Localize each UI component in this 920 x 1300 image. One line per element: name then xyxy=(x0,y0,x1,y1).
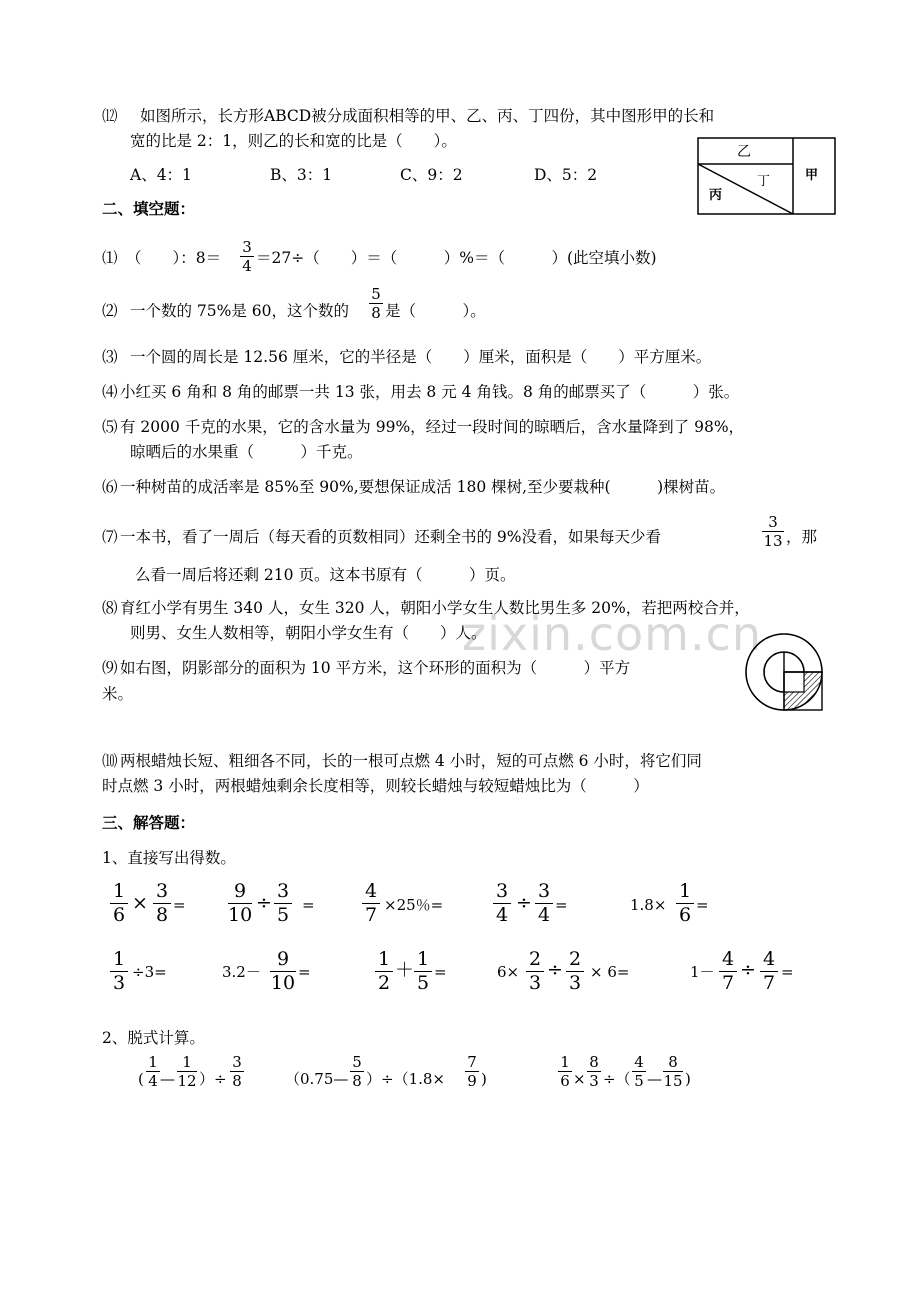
e2-a: $\frac{5}{8}$ xyxy=(350,1053,364,1090)
denominator: 4 xyxy=(242,257,252,275)
e1-m: — xyxy=(160,1070,175,1088)
f5-line1: 有 2000 千克的水果，它的含水量为 99%，经过一段时间的晾晒后，含水量降到了 98%， xyxy=(120,418,745,436)
r1c1-a: $\frac{1}{6}$ xyxy=(110,880,128,927)
r1c1-tail: = xyxy=(173,896,186,914)
r1c2-tail: = xyxy=(302,896,315,914)
e3-d: $\frac{8}{15}$ xyxy=(663,1053,683,1090)
r1c4-op: ÷ xyxy=(516,892,532,914)
e1-a: $\frac{1}{4}$ xyxy=(146,1053,160,1090)
q12-line1: 如图所示，长方形ABCD被分成面积相等的甲、乙、丙、丁四份，其中图形甲的长和 xyxy=(140,107,715,125)
r1c4-a: $\frac{3}{4}$ xyxy=(493,880,511,927)
f8-line2: 则男、女生人数相等，朝阳小学女生有（ ）人。 xyxy=(130,624,487,642)
r2c3-a: $\frac{1}{2}$ xyxy=(375,948,393,995)
r2c4-b: $\frac{2}{3}$ xyxy=(566,948,584,995)
figure-label-yi: 乙 xyxy=(737,144,751,160)
f3-number: ⑶ xyxy=(102,348,118,366)
r2c5-a: $\frac{4}{7}$ xyxy=(719,948,737,995)
f10-line1: 两根蜡烛长短、粗细各不同，长的一根可点燃 4 小时，短的可点燃 6 小时，将它们同 xyxy=(120,752,702,770)
watermark: zixin.com.cn xyxy=(462,607,763,661)
r2c2-tail: = xyxy=(298,963,311,981)
s2-title: 2、脱式计算。 xyxy=(102,1029,205,1047)
f7-number: ⑺ xyxy=(102,528,118,546)
r1c5-lead: 1.8× xyxy=(630,896,667,914)
r2c5-op: ÷ xyxy=(740,959,756,981)
f1-pre: （ ）：8＝ xyxy=(126,249,222,267)
e2-b: $\frac{7}{9}$ xyxy=(465,1053,479,1090)
figure-label-jia: 甲 xyxy=(805,168,819,183)
e3-o1: × xyxy=(573,1070,586,1088)
r2c5-lead: 1－ xyxy=(690,963,715,981)
r2c5-b: $\frac{4}{7}$ xyxy=(760,948,778,995)
f7-fraction xyxy=(762,513,784,550)
f5-line2: 晾晒后的水果重（ ）千克。 xyxy=(130,443,363,461)
f6-number: ⑹ xyxy=(102,478,118,496)
rectangle-abcd-figure xyxy=(697,137,837,217)
r2c3-b: $\frac{1}{5}$ xyxy=(414,948,432,995)
r2c4-a: $\frac{2}{3}$ xyxy=(526,948,544,995)
e1-p1: ( xyxy=(138,1070,144,1088)
f7-post: ，那 xyxy=(786,528,818,546)
f2-post: 是（ ）。 xyxy=(385,302,486,320)
f10-number: ⑽ xyxy=(102,752,118,770)
r2c5-tail: = xyxy=(781,963,794,981)
numerator: 3 xyxy=(240,238,254,257)
r1c2-b: $\frac{3}{5}$ xyxy=(274,880,292,927)
f2-pre: 一个数的 75%是 60，这个数的 xyxy=(130,302,350,320)
f10-line2: 时点燃 3 小时，两根蜡烛剩余长度相等，则较长蜡烛与较短蜡烛比为（ ） xyxy=(102,777,649,795)
r2c1-a: $\frac{1}{3}$ xyxy=(110,948,128,995)
section-3-title: 三、解答题： xyxy=(102,814,196,832)
e1-p2: ）÷ xyxy=(199,1070,227,1088)
section-2-title: 二、填空题： xyxy=(102,200,196,218)
r1c4-b: $\frac{3}{4}$ xyxy=(535,880,553,927)
q12-option-d: D、5：2 xyxy=(534,166,598,184)
f4-text: 小红买 6 角和 8 角的邮票一共 13 张，用去 8 元 4 角钱。8 角的邮票买了（ ）张。 xyxy=(120,383,740,401)
r2c1-op: ÷3= xyxy=(132,963,167,981)
r1c5-b: $\frac{1}{6}$ xyxy=(676,880,694,927)
r2c2-b: $\frac{9}{10}$ xyxy=(270,948,296,994)
f8-line1: 育红小学有男生 340 人，女生 320 人，朝阳小学女生人数比男生多 20%，若把两校合并， xyxy=(120,599,750,617)
q12-option-a: A、4：1 xyxy=(130,166,192,184)
figure-label-bing: 丙 xyxy=(709,188,723,203)
e2-p1: （0.75— xyxy=(285,1070,349,1088)
numerator: 5 xyxy=(369,285,383,304)
f1-post: ＝27÷（ ）＝（ ）%＝（ ）(此空填小数) xyxy=(256,249,657,267)
q12-option-b: B、3：1 xyxy=(270,166,333,184)
f9-line2: 米。 xyxy=(102,685,134,703)
f2-number: ⑵ xyxy=(102,302,118,320)
e3-a: $\frac{1}{6}$ xyxy=(558,1053,572,1090)
f5-number: ⑸ xyxy=(102,418,118,436)
figure-label-ding: 丁 xyxy=(757,174,771,189)
e2-p3: ) xyxy=(481,1070,487,1088)
e2-p2: ）÷（1.8× xyxy=(366,1070,445,1088)
f2-fraction xyxy=(369,285,383,322)
f8-number: ⑻ xyxy=(102,599,118,617)
e3-p3: ) xyxy=(685,1070,691,1088)
r2c4-tail: × 6= xyxy=(590,963,630,981)
e3-m: — xyxy=(647,1070,662,1088)
r1c5-tail: = xyxy=(696,896,709,914)
r2c3-op: ＋ xyxy=(395,959,415,981)
r1c1-b: $\frac{3}{8}$ xyxy=(153,880,171,927)
r2c3-tail: = xyxy=(434,963,447,981)
ring-figure xyxy=(742,630,826,714)
numerator: 3 xyxy=(762,513,784,532)
e1-b: $\frac{1}{12}$ xyxy=(177,1053,197,1090)
e1-c: $\frac{3}{8}$ xyxy=(230,1053,244,1090)
r2c4-op: ÷ xyxy=(547,959,563,981)
f4-number: ⑷ xyxy=(102,383,118,401)
q12-line2: 宽的比是 2：1，则乙的长和宽的比是（ ）。 xyxy=(130,132,457,150)
f1-number: ⑴ xyxy=(102,249,118,267)
f6-text: 一种树苗的成活率是 85%至 90%,要想保证成活 180 棵树,至少要栽种( )棵树苗。 xyxy=(120,478,726,496)
f9-number: ⑼ xyxy=(102,659,118,677)
r1c2-op: ÷ xyxy=(256,892,272,914)
e3-b: $\frac{8}{3}$ xyxy=(587,1053,601,1090)
q12-option-c: C、9：2 xyxy=(400,166,463,184)
r1c2-a: $\frac{9}{10}$ xyxy=(228,880,253,926)
r1c1-op: × xyxy=(132,892,148,914)
f9-line1: 如右图，阴影部分的面积为 10 平方米，这个环形的面积为（ ）平方 xyxy=(120,659,631,677)
r1c4-tail: = xyxy=(555,896,568,914)
r1c3-a: $\frac{4}{7}$ xyxy=(362,880,380,927)
s1-title: 1、直接写出得数。 xyxy=(102,849,236,867)
f1-fraction xyxy=(240,238,254,275)
denominator: 13 xyxy=(763,532,783,550)
f3-text: 一个圆的周长是 12.56 厘米，它的半径是（ ）厘米，面积是（ ）平方厘米。 xyxy=(130,348,712,366)
q12-number: ⑿ xyxy=(102,107,118,125)
r2c4-lead: 6× xyxy=(497,963,520,981)
denominator: 8 xyxy=(371,304,381,322)
r1c3-op: ×25％= xyxy=(384,896,444,914)
e3-o2: ÷（ xyxy=(603,1070,631,1088)
f7-line2: 么看一周后将还剩 210 页。这本书原有（ ）页。 xyxy=(135,566,516,584)
f7-pre: 一本书，看了一周后（每天看的页数相同）还剩全书的 9%没看，如果每天少看 xyxy=(120,528,662,546)
r2c2-lead: 3.2－ xyxy=(222,963,261,981)
e3-c: $\frac{4}{5}$ xyxy=(632,1053,646,1090)
